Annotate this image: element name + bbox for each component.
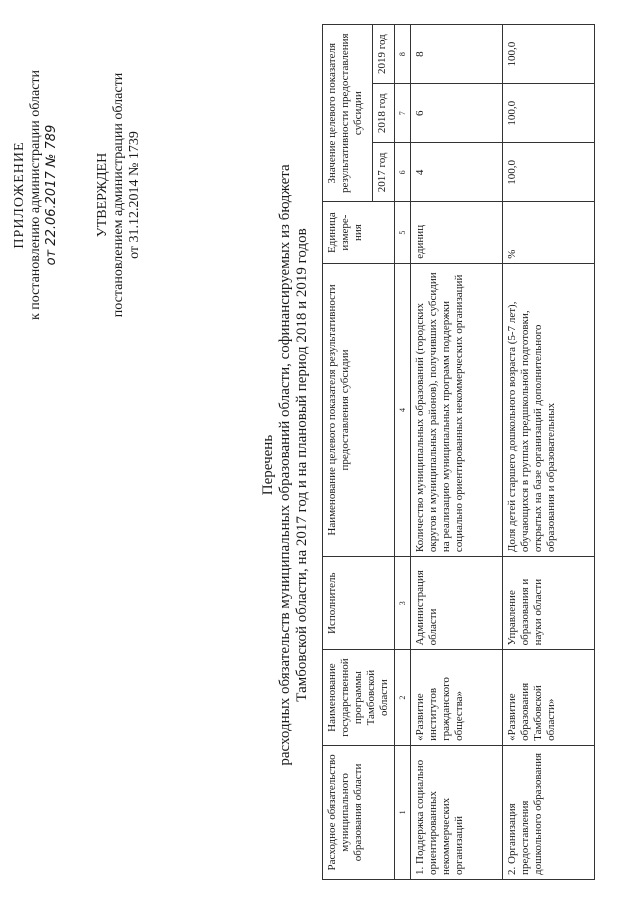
document-title	[260, 105, 311, 825]
col-number: 2	[395, 650, 411, 746]
cell-value-2018: 100,0	[503, 84, 595, 143]
appendix-line: к постановлению администрации области	[28, 69, 43, 321]
table-row	[411, 25, 503, 880]
cell-unit: единиц	[411, 202, 503, 263]
appendix-block	[12, 5, 60, 385]
appendix-title: ПРИЛОЖЕНИЕ	[12, 141, 27, 249]
cell-unit: %	[503, 202, 595, 263]
col-number: 6	[395, 143, 411, 202]
obligations-table	[322, 24, 595, 880]
col-number: 1	[395, 745, 411, 879]
col-number: 3	[395, 557, 411, 650]
cell-value-2019: 100,0	[503, 25, 595, 84]
cell-value-2019: 8	[411, 25, 503, 84]
handwritten-date-number: от 22.06.2017 № 789	[44, 124, 59, 266]
header-2019: 2019 год	[373, 25, 395, 84]
header-obligation: Расходное обязательство муниципального образования области	[323, 745, 395, 879]
header-values-group: Значение целевого показателя результативности предоставления субсидии	[323, 25, 373, 202]
header-2018: 2018 год	[373, 84, 395, 143]
col-number: 7	[395, 84, 411, 143]
title-line3: Тамбовской области, на 2017 год и на плановый период 2018 и 2019 годов	[294, 228, 310, 702]
cell-obligation: 1. Поддержка социально ориентированных некоммерческих организаций	[411, 745, 503, 879]
approved-line2: от 31.12.2014 № 1739	[127, 131, 142, 259]
col-number: 8	[395, 25, 411, 84]
column-number-row	[395, 25, 411, 880]
cell-program: «Развитие институтов гражданского общества»	[411, 650, 503, 746]
header-executor: Исполнитель	[323, 557, 395, 650]
table-header-row	[323, 25, 373, 880]
cell-value-2018: 6	[411, 84, 503, 143]
cell-program: «Развитие образования Тамбовской области»	[503, 650, 595, 746]
approved-title: УТВЕРЖДЕН	[95, 152, 110, 238]
cell-executor: Администрация области	[411, 557, 503, 650]
approved-line1: постановлением администрации области	[111, 72, 126, 318]
title-line1: Перечень	[260, 434, 276, 496]
approved-block	[95, 5, 143, 385]
header-unit: Единица измере-ния	[323, 202, 395, 263]
col-number: 5	[395, 202, 411, 263]
cell-indicator: Доля детей старшего дошкольного возраста (5-7 лет), обучающихся в группах предшкольной подготовки, открытых на базе организаций дополнительного образования и образовательных	[503, 263, 595, 556]
cell-executor: Управление образования и науки области	[503, 557, 595, 650]
cell-obligation: 2. Организация предоставления дошкольного образования	[503, 745, 595, 879]
title-line2: расходных обязательств муниципальных образований области, софинансируемых из бюджета	[277, 164, 293, 766]
header-2017: 2017 год	[373, 143, 395, 202]
cell-indicator: Количество муниципальных образований (городских округов и муниципальных районов), получивших субсидии на реализацию муниципальных программ поддержки социально ориентированных некоммерческих организаций	[411, 263, 503, 556]
cell-value-2017: 100,0	[503, 143, 595, 202]
header-indicator: Наименование целевого показателя результативности предоставления субсидии	[323, 263, 395, 556]
header-program: Наименование государственной программы Тамбовской области	[323, 650, 395, 746]
col-number: 4	[395, 263, 411, 556]
cell-value-2017: 4	[411, 143, 503, 202]
table-row	[503, 25, 595, 880]
